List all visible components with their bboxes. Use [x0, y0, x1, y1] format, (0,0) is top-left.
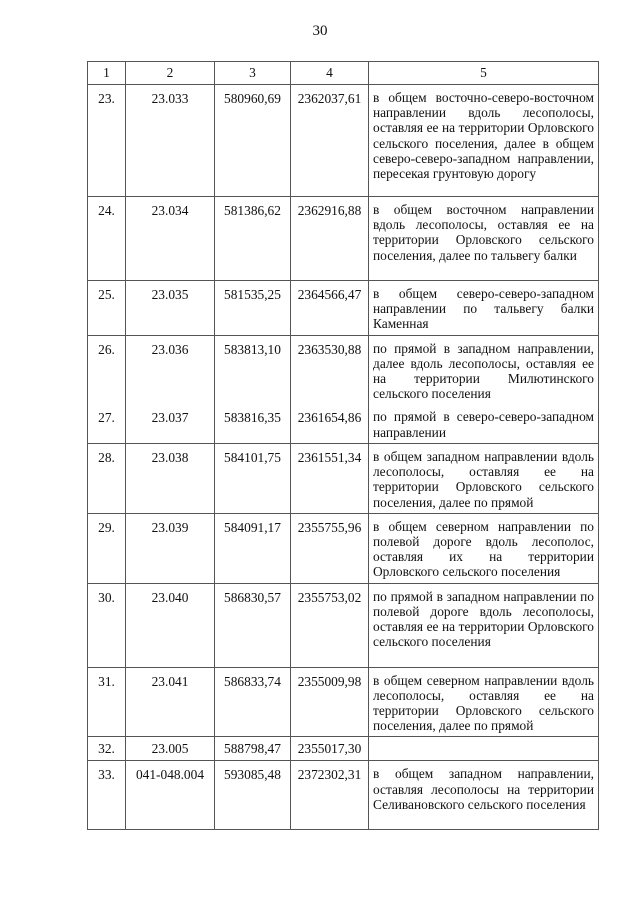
- coord-y: 2361551,34: [291, 443, 369, 513]
- coord-y: 2363530,88: [291, 335, 369, 404]
- coord-x: 580960,69: [215, 85, 291, 197]
- row-number: 33.: [88, 761, 126, 830]
- coord-x: 583816,35: [215, 404, 291, 443]
- row-number: 29.: [88, 513, 126, 583]
- table-row: [88, 761, 599, 830]
- header-col-2: 2: [126, 62, 215, 85]
- header-col-3: 3: [215, 62, 291, 85]
- boundary-table: [87, 61, 599, 830]
- row-number: 24.: [88, 197, 126, 281]
- coord-x: 581535,25: [215, 281, 291, 336]
- row-number: 32.: [88, 737, 126, 761]
- boundary-description: [369, 737, 599, 761]
- boundary-description: по прямой в северо-северо-западном направлении: [369, 404, 599, 443]
- point-id: 23.034: [126, 197, 215, 281]
- page-number: 30: [312, 23, 328, 39]
- header-col-1: 1: [88, 62, 126, 85]
- row-number: 31.: [88, 667, 126, 737]
- table-row: [88, 443, 599, 513]
- table-row: [88, 197, 599, 281]
- boundary-description: в общем восточном направлении вдоль лесополосы, оставляя ее на территории Орловского сельского поселения, далее по тальвегу балки: [369, 197, 599, 281]
- boundary-description: в общем северном направлении вдоль лесополосы, оставляя ее на территории Орловского сельского поселения, далее по прямой: [369, 667, 599, 737]
- row-number: 25.: [88, 281, 126, 336]
- coord-x: 584101,75: [215, 443, 291, 513]
- coord-y: 2355753,02: [291, 583, 369, 667]
- table-row: [88, 583, 599, 667]
- boundary-description: в общем восточно-северо-восточном направлении вдоль лесополосы, оставляя ее на территории Орловского сельского поселения, далее в общем северо-северо-западном направлении, пересекая грунтовую дорогу: [369, 85, 599, 197]
- coord-y: 2362916,88: [291, 197, 369, 281]
- point-id: 23.041: [126, 667, 215, 737]
- point-id: 23.038: [126, 443, 215, 513]
- table-row: [88, 513, 599, 583]
- point-id: 23.035: [126, 281, 215, 336]
- coord-y: 2355009,98: [291, 667, 369, 737]
- row-number: 30.: [88, 583, 126, 667]
- coord-x: 583813,10: [215, 335, 291, 404]
- point-id: 23.037: [126, 404, 215, 443]
- coord-x: 588798,47: [215, 737, 291, 761]
- point-id: 23.036: [126, 335, 215, 404]
- boundary-description: в общем северном направлении по полевой дороге вдоль лесополос, оставляя их на территории Орловского сельского поселения: [369, 513, 599, 583]
- header-col-5: 5: [369, 62, 599, 85]
- table-row: [88, 335, 599, 404]
- row-number: 28.: [88, 443, 126, 513]
- coord-y: 2355755,96: [291, 513, 369, 583]
- coord-y: 2355017,30: [291, 737, 369, 761]
- coord-x: 593085,48: [215, 761, 291, 830]
- row-number: 26.: [88, 335, 126, 404]
- table-header-row: [88, 62, 599, 85]
- coord-x: 586830,57: [215, 583, 291, 667]
- row-number: 27.: [88, 404, 126, 443]
- point-id: 23.033: [126, 85, 215, 197]
- coord-x: 581386,62: [215, 197, 291, 281]
- coord-y: 2372302,31: [291, 761, 369, 830]
- point-id: 23.040: [126, 583, 215, 667]
- boundary-description: по прямой в западном направлении, далее вдоль лесополосы, оставляя ее на территории Милютинского сельского поселения: [369, 335, 599, 404]
- coord-x: 586833,74: [215, 667, 291, 737]
- coord-x: 584091,17: [215, 513, 291, 583]
- point-id: 23.005: [126, 737, 215, 761]
- table-row: [88, 281, 599, 336]
- row-number: 23.: [88, 85, 126, 197]
- header-col-4: 4: [291, 62, 369, 85]
- table-row: [88, 85, 599, 197]
- table-row: [88, 737, 599, 761]
- point-id: 041-048.004: [126, 761, 215, 830]
- boundary-description: в общем северо-северо-западном направлении по тальвегу балки Каменная: [369, 281, 599, 336]
- table-row: [88, 404, 599, 443]
- boundary-description: по прямой в западном направлении по полевой дороге вдоль лесополосы, оставляя ее на территории Орловского сельского поселения: [369, 583, 599, 667]
- point-id: 23.039: [126, 513, 215, 583]
- coord-y: 2361654,86: [291, 404, 369, 443]
- table-row: [88, 667, 599, 737]
- coord-y: 2364566,47: [291, 281, 369, 336]
- boundary-description: в общем западном направлении, оставляя лесополосы на территории Селивановского сельского поселения: [369, 761, 599, 830]
- coord-y: 2362037,61: [291, 85, 369, 197]
- boundary-description: в общем западном направлении вдоль лесополосы, оставляя ее на территории Орловского сельского поселения, далее по прямой: [369, 443, 599, 513]
